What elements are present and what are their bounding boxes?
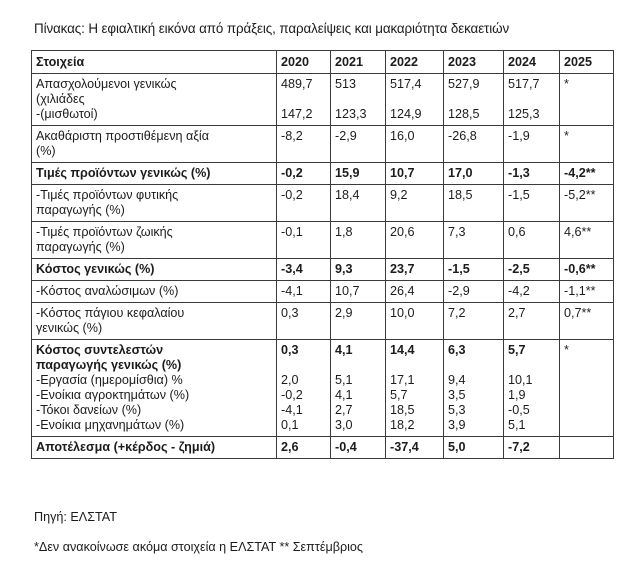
- value-cell: [560, 222, 614, 259]
- cell-line: -Τόκοι δανείων (%): [36, 403, 142, 417]
- cell-line: 1,8: [335, 225, 353, 239]
- cell-line: [508, 358, 555, 373]
- cell-line: 10,7: [335, 284, 360, 298]
- cell-line: 5,7: [390, 388, 408, 402]
- value-cell: [331, 281, 386, 303]
- cell-line: -5,2**: [564, 188, 596, 202]
- cell-line: -Κόστος πάγιου κεφαλαίου: [36, 306, 185, 320]
- value-cell: [444, 437, 504, 459]
- value-cell: [277, 340, 331, 437]
- table-row: [32, 281, 614, 303]
- cell-line: 9,3: [335, 262, 353, 276]
- value-cell: [277, 259, 331, 281]
- value-cell: [504, 222, 560, 259]
- cell-line: 0,1: [281, 418, 299, 432]
- data-table: [31, 50, 614, 459]
- value-cell: [504, 281, 560, 303]
- value-cell: [277, 74, 331, 126]
- value-cell: [386, 222, 444, 259]
- cell-line: Ακαθάριστη προστιθέμενη αξία: [36, 129, 210, 143]
- cell-line: -(μισθωτοί): [36, 107, 98, 121]
- table-row: [32, 126, 614, 163]
- cell-line: 20,6: [390, 225, 415, 239]
- cell-line: [564, 418, 609, 433]
- cell-line: -1,3: [508, 166, 530, 180]
- cell-line: 18,2: [390, 418, 415, 432]
- row-label: [32, 126, 277, 163]
- header-cell: 2022: [386, 51, 444, 74]
- cell-line: 1,9: [508, 388, 526, 402]
- cell-line: -0,2: [281, 388, 303, 402]
- cell-line: -3,4: [281, 262, 303, 276]
- cell-line: 5,7: [508, 343, 526, 357]
- cell-line: -Κόστος αναλώσιμων (%): [36, 284, 179, 298]
- cell-line: 3,9: [448, 418, 466, 432]
- cell-line: 0,6: [508, 225, 526, 239]
- header-cell: 2020: [277, 51, 331, 74]
- cell-line: 7,2: [448, 306, 466, 320]
- value-cell: [386, 281, 444, 303]
- cell-line: 517,7: [508, 77, 540, 91]
- value-cell: [504, 259, 560, 281]
- value-cell: [331, 340, 386, 437]
- cell-line: 5,0: [448, 440, 466, 454]
- table-row: [32, 303, 614, 340]
- value-cell: [277, 185, 331, 222]
- cell-line: -Τιμές προϊόντων ζωικής: [36, 225, 173, 239]
- cell-line: [335, 92, 381, 107]
- cell-line: [564, 403, 609, 418]
- cell-line: -0,6**: [564, 262, 596, 276]
- cell-line: (χιλιάδες: [36, 92, 85, 106]
- cell-line: Κόστος γενικώς (%): [36, 262, 155, 276]
- cell-line: -4,1: [281, 284, 303, 298]
- row-label: [32, 222, 277, 259]
- cell-line: παραγωγής (%): [36, 240, 125, 254]
- cell-line: -0,1: [281, 225, 303, 239]
- value-cell: [277, 303, 331, 340]
- cell-line: 7,3: [448, 225, 466, 239]
- value-cell: [331, 437, 386, 459]
- cell-line: 17,1: [390, 373, 415, 387]
- cell-line: [335, 358, 381, 373]
- value-cell: [386, 74, 444, 126]
- cell-line: -4,2**: [564, 166, 596, 180]
- cell-line: -2,9: [335, 129, 357, 143]
- cell-line: 4,1: [335, 343, 353, 357]
- table-row: [32, 185, 614, 222]
- cell-line: -Εργασία (ημερομίσθια) %: [36, 373, 183, 387]
- cell-line: [448, 92, 499, 107]
- value-cell: [504, 303, 560, 340]
- cell-line: -1,1**: [564, 284, 596, 298]
- cell-line: 2,7: [508, 306, 526, 320]
- row-label: [32, 74, 277, 126]
- cell-line: [508, 92, 555, 107]
- cell-line: -0,4: [335, 440, 357, 454]
- value-cell: [386, 437, 444, 459]
- cell-line: -Τιμές προϊόντων φυτικής: [36, 188, 179, 202]
- cell-line: 517,4: [390, 77, 422, 91]
- value-cell: [331, 222, 386, 259]
- cell-line: 147,2: [281, 107, 313, 121]
- value-cell: [386, 259, 444, 281]
- cell-line: -37,4: [390, 440, 419, 454]
- cell-line: 5,1: [335, 373, 353, 387]
- value-cell: [504, 185, 560, 222]
- cell-line: 16,0: [390, 129, 415, 143]
- cell-line: -1,9: [508, 129, 530, 143]
- value-cell: [386, 303, 444, 340]
- cell-line: 0,3: [281, 306, 299, 320]
- value-cell: [331, 74, 386, 126]
- value-cell: [444, 163, 504, 185]
- cell-line: παραγωγής (%): [36, 203, 125, 217]
- cell-line: 15,9: [335, 166, 360, 180]
- value-cell: [560, 303, 614, 340]
- cell-line: -2,9: [448, 284, 470, 298]
- table-row: [32, 437, 614, 459]
- cell-line: 18,5: [448, 188, 473, 202]
- cell-line: 3,0: [335, 418, 353, 432]
- cell-line: 489,7: [281, 77, 313, 91]
- header-cell: 2023: [444, 51, 504, 74]
- cell-line: -Ενοίκια μηχανημάτων (%): [36, 418, 185, 432]
- value-cell: [331, 126, 386, 163]
- table-row: [32, 163, 614, 185]
- value-cell: [444, 126, 504, 163]
- cell-line: -0,2: [281, 188, 303, 202]
- value-cell: [277, 281, 331, 303]
- table-row: [32, 340, 614, 437]
- cell-line: 14,4: [390, 343, 415, 357]
- table-row: [32, 74, 614, 126]
- cell-line: 3,5: [448, 388, 466, 402]
- value-cell: [444, 340, 504, 437]
- cell-line: Τιμές προϊόντων γενικώς (%): [36, 166, 211, 180]
- row-label: [32, 185, 277, 222]
- cell-line: 0,3: [281, 343, 299, 357]
- value-cell: [504, 126, 560, 163]
- cell-line: 5,3: [448, 403, 466, 417]
- value-cell: [331, 163, 386, 185]
- cell-line: [281, 92, 326, 107]
- cell-line: 124,9: [390, 107, 422, 121]
- cell-line: -4,2: [508, 284, 530, 298]
- value-cell: [560, 185, 614, 222]
- cell-line: παραγωγής γενικώς (%): [36, 358, 182, 372]
- row-label: [32, 281, 277, 303]
- cell-line: -4,1: [281, 403, 303, 417]
- cell-line: -26,8: [448, 129, 477, 143]
- header-cell: 2021: [331, 51, 386, 74]
- row-label: [32, 340, 277, 437]
- cell-line: [564, 388, 609, 403]
- cell-line: 10,7: [390, 166, 415, 180]
- cell-line: *: [564, 129, 569, 143]
- source-note: Πηγή: ΕΛΣΤΑΤ: [34, 510, 117, 524]
- cell-line: [564, 373, 609, 388]
- cell-line: 2,6: [281, 440, 299, 454]
- value-cell: [444, 303, 504, 340]
- cell-line: 23,7: [390, 262, 415, 276]
- row-label: [32, 437, 277, 459]
- cell-line: (%): [36, 144, 56, 158]
- value-cell: [504, 74, 560, 126]
- cell-line: [448, 358, 499, 373]
- cell-line: -1,5: [448, 262, 470, 276]
- cell-line: *: [564, 77, 569, 91]
- cell-line: 0,7**: [564, 306, 592, 320]
- value-cell: [560, 259, 614, 281]
- cell-line: -2,5: [508, 262, 530, 276]
- value-cell: [560, 340, 614, 437]
- cell-line: [564, 440, 609, 455]
- value-cell: [560, 74, 614, 126]
- cell-line: 4,1: [335, 388, 353, 402]
- table-row: [32, 259, 614, 281]
- value-cell: [386, 163, 444, 185]
- cell-line: Αποτέλεσμα (+κέρδος - ζημιά): [36, 440, 216, 454]
- footnote: *Δεν ανακοίνωσε ακόμα στοιχεία η ΕΛΣΤΑΤ ** Σεπτέμβριος: [34, 540, 363, 554]
- value-cell: [444, 281, 504, 303]
- value-cell: [277, 163, 331, 185]
- value-cell: [331, 303, 386, 340]
- value-cell: [504, 437, 560, 459]
- row-label: [32, 163, 277, 185]
- cell-line: 2,7: [335, 403, 353, 417]
- value-cell: [504, 163, 560, 185]
- value-cell: [331, 259, 386, 281]
- cell-line: 18,4: [335, 188, 360, 202]
- cell-line: [564, 92, 609, 107]
- cell-line: 123,3: [335, 107, 367, 121]
- cell-line: 4,6**: [564, 225, 592, 239]
- cell-line: Κόστος συντελεστών: [36, 343, 164, 357]
- row-label: [32, 303, 277, 340]
- cell-line: -7,2: [508, 440, 530, 454]
- cell-line: 527,9: [448, 77, 480, 91]
- table-row: [32, 222, 614, 259]
- cell-line: Απασχολούμενοι γενικώς: [36, 77, 177, 91]
- cell-line: [281, 358, 326, 373]
- cell-line: 10,1: [508, 373, 533, 387]
- value-cell: [560, 437, 614, 459]
- value-cell: [386, 126, 444, 163]
- cell-line: 2,0: [281, 373, 299, 387]
- cell-line: -1,5: [508, 188, 530, 202]
- cell-line: -Ενοίκια αγροκτημάτων (%): [36, 388, 190, 402]
- cell-line: 26,4: [390, 284, 415, 298]
- value-cell: [560, 126, 614, 163]
- cell-line: 10,0: [390, 306, 415, 320]
- table-caption: Πίνακας: Η εφιαλτική εικόνα από πράξεις, παραλείψεις και μακαριότητα δεκαετιών: [34, 21, 510, 36]
- value-cell: [331, 185, 386, 222]
- cell-line: 5,1: [508, 418, 526, 432]
- value-cell: [277, 222, 331, 259]
- value-cell: [444, 259, 504, 281]
- cell-line: 18,5: [390, 403, 415, 417]
- table-body: [32, 74, 614, 459]
- cell-line: *: [564, 343, 569, 357]
- cell-line: 128,5: [448, 107, 480, 121]
- row-label: [32, 259, 277, 281]
- value-cell: [560, 281, 614, 303]
- cell-line: γενικώς (%): [36, 321, 103, 335]
- cell-line: 6,3: [448, 343, 466, 357]
- cell-line: [390, 92, 439, 107]
- cell-line: -0,5: [508, 403, 530, 417]
- cell-line: 2,9: [335, 306, 353, 320]
- header-row: [32, 51, 614, 74]
- cell-line: [564, 107, 609, 122]
- value-cell: [386, 340, 444, 437]
- cell-line: 9,4: [448, 373, 466, 387]
- value-cell: [277, 437, 331, 459]
- header-cell: Στοιχεία: [32, 51, 277, 74]
- cell-line: [390, 358, 439, 373]
- header-cell: 2024: [504, 51, 560, 74]
- cell-line: -8,2: [281, 129, 303, 143]
- value-cell: [444, 185, 504, 222]
- cell-line: 513: [335, 77, 357, 91]
- header-cell: 2025: [560, 51, 614, 74]
- cell-line: 17,0: [448, 166, 473, 180]
- value-cell: [560, 163, 614, 185]
- value-cell: [386, 185, 444, 222]
- cell-line: [564, 358, 609, 373]
- cell-line: 125,3: [508, 107, 540, 121]
- cell-line: 9,2: [390, 188, 408, 202]
- value-cell: [277, 126, 331, 163]
- value-cell: [504, 340, 560, 437]
- value-cell: [444, 222, 504, 259]
- cell-line: -0,2: [281, 166, 303, 180]
- value-cell: [444, 74, 504, 126]
